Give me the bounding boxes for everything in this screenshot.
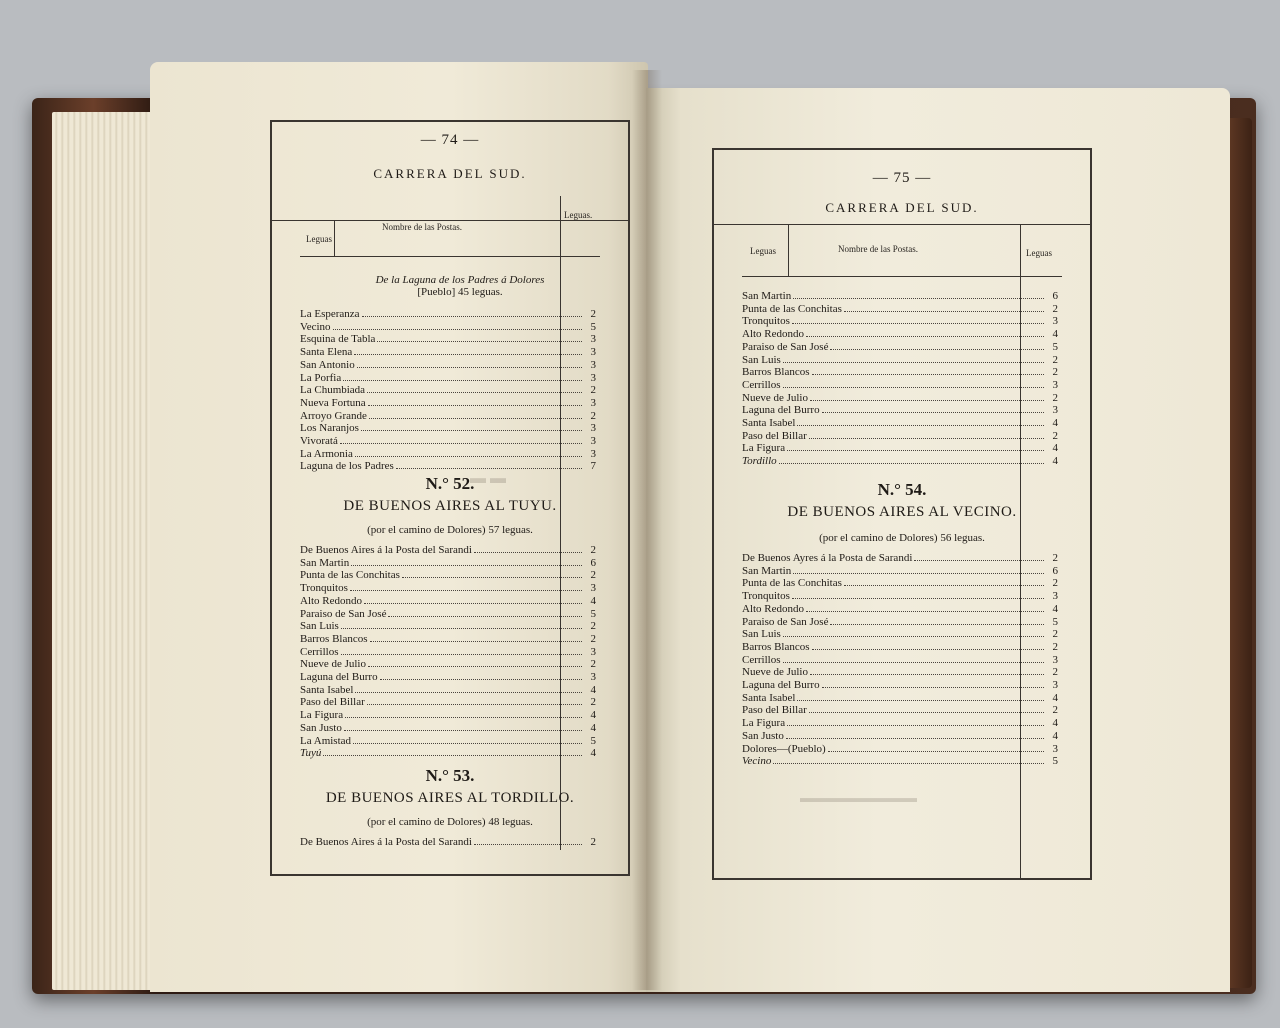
right-page-frame xyxy=(712,148,1092,880)
list-item xyxy=(300,333,596,346)
posta-leguas: 4 xyxy=(1052,729,1058,742)
posta-leguas: 3 xyxy=(590,422,596,435)
leader-dots xyxy=(783,387,1045,388)
section-title-54: DE BUENOS AIRES AL VECINO. xyxy=(787,504,1017,520)
posta-leguas: 2 xyxy=(590,836,596,848)
leader-dots xyxy=(333,329,582,330)
list-item xyxy=(300,448,596,461)
leader-dots xyxy=(792,598,1044,599)
list-item xyxy=(300,359,596,372)
posta-name: Laguna del Burro xyxy=(300,671,378,684)
list-item xyxy=(300,308,596,321)
list-item xyxy=(742,328,1058,341)
leader-dots xyxy=(364,603,582,604)
posta-leguas: 3 xyxy=(590,671,596,684)
leader-dots xyxy=(351,565,582,566)
leader-dots xyxy=(810,674,1044,675)
posta-name: Punta de las Conchitas xyxy=(742,577,842,590)
posta-leguas: 2 xyxy=(1052,704,1058,717)
list-item xyxy=(742,590,1058,603)
posta-name: Paso del Billar xyxy=(300,696,365,709)
column-head-rule xyxy=(742,276,1062,277)
route-intro-destination: [Pueblo] 45 leguas. xyxy=(417,286,503,298)
leader-dots xyxy=(793,298,1044,299)
list-item xyxy=(742,704,1058,717)
list-item xyxy=(300,620,596,633)
list-item xyxy=(300,658,596,671)
page-number-right: — 75 — xyxy=(872,170,932,186)
posta-leguas: 3 xyxy=(1052,742,1058,755)
leader-dots xyxy=(809,712,1044,713)
posta-leguas: 2 xyxy=(1052,577,1058,590)
posta-leguas: 4 xyxy=(1052,328,1058,341)
posta-name: Santa Isabel xyxy=(742,417,796,430)
posta-name: Barros Blancos xyxy=(742,640,810,653)
list-item xyxy=(742,442,1058,455)
list-item xyxy=(742,315,1058,328)
posta-leguas: 6 xyxy=(590,556,596,569)
posta-leguas: 3 xyxy=(590,396,596,409)
posta-leguas: 2 xyxy=(1052,628,1058,641)
book-gutter xyxy=(632,70,662,990)
posta-name: Vecino xyxy=(742,755,772,768)
posta-name: San Luis xyxy=(300,620,339,633)
list-item xyxy=(300,435,596,448)
header-rule xyxy=(714,224,1090,225)
leader-dots xyxy=(343,380,582,381)
leader-dots xyxy=(368,666,582,667)
list-item xyxy=(742,755,1058,768)
posta-leguas: 4 xyxy=(590,721,596,734)
posta-leguas: 3 xyxy=(1052,315,1058,328)
posta-leguas: 3 xyxy=(1052,404,1058,417)
leader-dots xyxy=(812,649,1044,650)
list-item xyxy=(742,392,1058,405)
posta-list-54 xyxy=(742,552,1058,768)
posta-name: San Martin xyxy=(300,556,350,569)
posta-leguas: 2 xyxy=(1052,666,1058,679)
leader-dots xyxy=(357,367,582,368)
posta-name: Paraiso de San José xyxy=(742,615,829,628)
posta-name: Santa Elena xyxy=(300,346,353,359)
list-item xyxy=(300,671,596,684)
posta-leguas: 3 xyxy=(1052,679,1058,692)
posta-leguas: 5 xyxy=(1052,615,1058,628)
leader-dots xyxy=(368,405,582,406)
leader-dots xyxy=(793,573,1044,574)
posta-list-a xyxy=(300,308,596,473)
posta-name: Paraiso de San José xyxy=(742,340,829,353)
list-item xyxy=(742,743,1058,756)
section-number-54: N.° 54. xyxy=(877,480,927,499)
leader-dots xyxy=(361,430,582,431)
list-item xyxy=(300,608,596,621)
posta-leguas: 5 xyxy=(1052,755,1058,768)
posta-name: Alto Redondo xyxy=(300,594,363,607)
posta-list-b xyxy=(742,290,1058,468)
section-subtitle-54: (por el camino de Dolores) 56 leguas. xyxy=(819,532,985,544)
posta-leguas: 3 xyxy=(590,435,596,448)
posta-name: La Armonia xyxy=(300,447,353,460)
leader-dots xyxy=(797,425,1044,426)
leader-dots xyxy=(783,636,1044,637)
leader-dots xyxy=(380,679,582,680)
posta-leguas: 3 xyxy=(590,447,596,460)
leader-dots xyxy=(340,443,582,444)
posta-name: San Justo xyxy=(300,721,342,734)
route-intro-origin: De la Laguna de los Padres á Dolores xyxy=(375,274,545,286)
col-nombre: Nombre de las Postas. xyxy=(382,222,462,232)
posta-name: San Luis xyxy=(742,628,781,641)
posta-leguas: 6 xyxy=(1052,564,1058,577)
posta-name: Laguna del Burro xyxy=(742,404,820,417)
leader-dots xyxy=(341,654,583,655)
list-item xyxy=(742,666,1058,679)
posta-leguas: 4 xyxy=(1052,455,1058,468)
list-item xyxy=(300,460,596,473)
posta-name: La Porfia xyxy=(300,371,342,384)
posta-name: La Amistad xyxy=(300,734,352,747)
posta-name: Esquina de Tabla xyxy=(300,333,376,346)
leader-dots xyxy=(787,725,1044,726)
section-title-53: DE BUENOS AIRES AL TORDILLO. xyxy=(325,790,575,806)
leader-dots xyxy=(797,700,1044,701)
list-item xyxy=(300,372,596,385)
list-item xyxy=(742,717,1058,730)
posta-name: Paraiso de San José xyxy=(300,607,387,620)
posta-name: Arroyo Grande xyxy=(300,409,367,422)
posta-list-53 xyxy=(300,836,596,849)
list-item xyxy=(742,303,1058,316)
posta-leguas: 2 xyxy=(590,620,596,633)
posta-name: San Justo xyxy=(742,729,784,742)
list-item xyxy=(742,616,1058,629)
posta-name: San Antonio xyxy=(300,358,355,371)
section-number-52: N.° 52. xyxy=(425,474,475,493)
list-item xyxy=(300,709,596,722)
posta-leguas: 3 xyxy=(590,582,596,595)
leader-dots xyxy=(344,730,582,731)
list-item xyxy=(742,404,1058,417)
list-item xyxy=(742,679,1058,692)
list-item xyxy=(300,836,596,849)
leader-dots xyxy=(822,687,1044,688)
posta-name: Paso del Billar xyxy=(742,429,807,442)
list-item xyxy=(742,730,1058,743)
list-item xyxy=(300,321,596,334)
posta-name: Vecino xyxy=(300,320,331,333)
posta-leguas: 6 xyxy=(1052,290,1058,302)
col-nombre: Nombre de las Postas. xyxy=(838,244,918,254)
leader-dots xyxy=(806,336,1044,337)
leader-dots xyxy=(812,374,1044,375)
leader-dots xyxy=(783,362,1044,363)
bleed-through-left: ▬ ▬ xyxy=(470,470,506,487)
posta-name: Tronquitos xyxy=(742,590,790,603)
posta-leguas: 2 xyxy=(590,384,596,397)
list-item xyxy=(742,290,1058,303)
col-leguas-left: Leguas xyxy=(306,234,332,244)
leader-dots xyxy=(830,624,1044,625)
leader-dots xyxy=(345,717,582,718)
posta-leguas: 4 xyxy=(1052,717,1058,730)
posta-leguas: 4 xyxy=(1052,602,1058,615)
posta-leguas: 5 xyxy=(590,320,596,333)
leader-dots xyxy=(388,616,582,617)
leader-dots xyxy=(806,611,1044,612)
list-item xyxy=(742,641,1058,654)
posta-name: La Chumbiada xyxy=(300,384,366,397)
list-item xyxy=(300,633,596,646)
route-intro xyxy=(312,274,608,298)
leader-dots xyxy=(396,468,582,469)
posta-name: De Buenos Aires á la Posta del Sarandi xyxy=(300,544,472,556)
posta-leguas: 5 xyxy=(590,607,596,620)
leader-dots xyxy=(323,755,582,756)
col-leguas-right: Leguas xyxy=(1026,248,1052,258)
leader-dots xyxy=(362,316,582,317)
leader-dots xyxy=(402,577,582,578)
left-page-frame xyxy=(270,120,630,876)
list-item xyxy=(742,565,1058,578)
posta-name: Cerrillos xyxy=(300,645,339,658)
posta-name: San Martin xyxy=(742,564,792,577)
leader-dots xyxy=(377,341,582,342)
posta-leguas: 4 xyxy=(590,683,596,696)
posta-name: La Figura xyxy=(300,709,344,722)
posta-name: Nueva Fortuna xyxy=(300,396,366,409)
leader-dots xyxy=(787,450,1044,451)
running-head-left: CARRERA DEL SUD. xyxy=(373,166,527,181)
list-item xyxy=(300,397,596,410)
posta-leguas: 2 xyxy=(1052,429,1058,442)
posta-name: Nueve de Julio xyxy=(300,658,366,671)
posta-leguas: 2 xyxy=(590,409,596,422)
posta-name: Los Naranjos xyxy=(300,422,359,435)
leader-dots xyxy=(792,323,1044,324)
list-item xyxy=(742,354,1058,367)
list-item xyxy=(742,692,1058,705)
posta-leguas: 4 xyxy=(590,709,596,722)
leader-dots xyxy=(786,738,1044,739)
posta-leguas: 2 xyxy=(590,696,596,709)
posta-leguas: 3 xyxy=(590,358,596,371)
posta-name: Nueve de Julio xyxy=(742,666,808,679)
running-head-right: CARRERA DEL SUD. xyxy=(825,200,979,215)
list-item xyxy=(742,552,1058,565)
list-item xyxy=(742,455,1058,468)
posta-leguas: 5 xyxy=(590,734,596,747)
posta-name: Punta de las Conchitas xyxy=(742,302,842,315)
bleed-through-right: ▬▬▬▬▬▬▬▬▬ xyxy=(800,790,917,805)
posta-name: Tuyú xyxy=(300,747,322,760)
leader-dots xyxy=(474,844,582,845)
posta-leguas: 3 xyxy=(590,333,596,346)
posta-leguas: 4 xyxy=(1052,691,1058,704)
list-item xyxy=(300,557,596,570)
leader-dots xyxy=(830,349,1044,350)
section-subtitle-52: (por el camino de Dolores) 57 leguas. xyxy=(367,524,533,536)
leader-dots xyxy=(810,400,1044,401)
leader-dots xyxy=(354,354,582,355)
section-number-53: N.° 53. xyxy=(425,766,475,785)
posta-name: Laguna de los Padres xyxy=(300,460,394,473)
list-item xyxy=(300,747,596,760)
posta-name: Barros Blancos xyxy=(742,366,810,379)
list-item xyxy=(300,346,596,359)
posta-name: Dolores—(Pueblo) xyxy=(742,742,826,755)
leader-dots xyxy=(474,552,582,553)
posta-leguas: 3 xyxy=(590,645,596,658)
list-item xyxy=(300,646,596,659)
page-edges xyxy=(52,112,162,990)
posta-name: San Martin xyxy=(742,290,792,302)
posta-leguas: 4 xyxy=(590,594,596,607)
leader-dots xyxy=(355,692,582,693)
leader-dots xyxy=(822,412,1044,413)
list-item xyxy=(742,341,1058,354)
posta-name: La Figura xyxy=(742,442,786,455)
col-leguas-left: Leguas xyxy=(750,246,776,256)
posta-list-52 xyxy=(300,544,596,760)
leader-dots xyxy=(350,590,582,591)
posta-leguas: 5 xyxy=(1052,340,1058,353)
leader-dots xyxy=(783,662,1045,663)
list-item xyxy=(300,422,596,435)
list-item xyxy=(300,384,596,397)
posta-leguas: 2 xyxy=(1052,302,1058,315)
posta-name: Cerrillos xyxy=(742,378,781,391)
list-item xyxy=(300,410,596,423)
leader-dots xyxy=(367,704,582,705)
posta-leguas: 3 xyxy=(590,346,596,359)
list-item xyxy=(742,654,1058,667)
posta-leguas: 2 xyxy=(1052,391,1058,404)
col-leguas-right: Leguas. xyxy=(564,210,593,220)
section-title-52: DE BUENOS AIRES AL TUYU. xyxy=(343,498,557,514)
posta-leguas: 3 xyxy=(1052,653,1058,666)
posta-name: Santa Isabel xyxy=(742,691,796,704)
posta-leguas: 2 xyxy=(1052,353,1058,366)
posta-name: De Buenos Ayres á la Posta de Sarandi xyxy=(742,552,913,564)
posta-leguas: 2 xyxy=(1052,366,1058,379)
posta-leguas: 3 xyxy=(1052,378,1058,391)
page-number-left: — 74 — xyxy=(420,132,480,148)
posta-leguas: 2 xyxy=(1052,640,1058,653)
posta-name: Nueve de Julio xyxy=(742,391,808,404)
posta-leguas: 2 xyxy=(1052,552,1058,564)
posta-name: San Luis xyxy=(742,353,781,366)
leader-dots xyxy=(809,438,1044,439)
header-rule xyxy=(272,220,628,221)
posta-leguas: 4 xyxy=(590,747,596,760)
posta-leguas: 2 xyxy=(590,544,596,556)
posta-leguas: 4 xyxy=(1052,442,1058,455)
posta-leguas: 4 xyxy=(1052,417,1058,430)
posta-name: La Esperanza xyxy=(300,308,360,320)
posta-name: De Buenos Aires á la Posta del Sarandi xyxy=(300,836,472,848)
posta-name: Barros Blancos xyxy=(300,632,368,645)
posta-leguas: 3 xyxy=(590,371,596,384)
list-item xyxy=(300,582,596,595)
list-item xyxy=(742,417,1058,430)
list-item xyxy=(742,577,1058,590)
list-item xyxy=(742,603,1058,616)
list-item xyxy=(300,569,596,582)
posta-leguas: 2 xyxy=(590,569,596,582)
posta-leguas: 7 xyxy=(590,460,596,473)
posta-leguas: 2 xyxy=(590,308,596,320)
leader-dots xyxy=(355,456,582,457)
leader-dots xyxy=(353,743,582,744)
list-item xyxy=(300,696,596,709)
posta-leguas: 2 xyxy=(590,632,596,645)
column-divider xyxy=(788,224,789,276)
posta-name: Laguna del Burro xyxy=(742,679,820,692)
leader-dots xyxy=(369,418,582,419)
posta-name: Tordillo xyxy=(742,455,777,468)
list-item xyxy=(742,430,1058,443)
posta-name: Tronquitos xyxy=(300,582,348,595)
posta-name: Punta de las Conchitas xyxy=(300,569,400,582)
leader-dots xyxy=(828,751,1044,752)
posta-name: Alto Redondo xyxy=(742,328,805,341)
list-item xyxy=(300,595,596,608)
leader-dots xyxy=(773,763,1044,764)
posta-leguas: 3 xyxy=(1052,590,1058,603)
leader-dots xyxy=(914,560,1044,561)
leader-dots xyxy=(370,641,582,642)
leader-dots xyxy=(779,463,1044,464)
column-divider xyxy=(334,220,335,256)
posta-name: La Figura xyxy=(742,717,786,730)
leader-dots xyxy=(367,392,582,393)
list-item xyxy=(300,735,596,748)
leader-dots xyxy=(844,585,1044,586)
posta-name: Santa Isabel xyxy=(300,683,354,696)
posta-name: Paso del Billar xyxy=(742,704,807,717)
list-item xyxy=(300,684,596,697)
posta-name: Tronquitos xyxy=(742,315,790,328)
list-item xyxy=(300,544,596,557)
list-item xyxy=(300,722,596,735)
posta-name: Cerrillos xyxy=(742,653,781,666)
list-item xyxy=(742,379,1058,392)
column-head-rule xyxy=(300,256,600,257)
posta-name: Alto Redondo xyxy=(742,602,805,615)
leader-dots xyxy=(844,311,1044,312)
leader-dots xyxy=(341,628,582,629)
posta-leguas: 2 xyxy=(590,658,596,671)
section-subtitle-53: (por el camino de Dolores) 48 leguas. xyxy=(367,816,533,828)
list-item xyxy=(742,366,1058,379)
list-item xyxy=(742,628,1058,641)
posta-name: Vivoratá xyxy=(300,435,338,448)
